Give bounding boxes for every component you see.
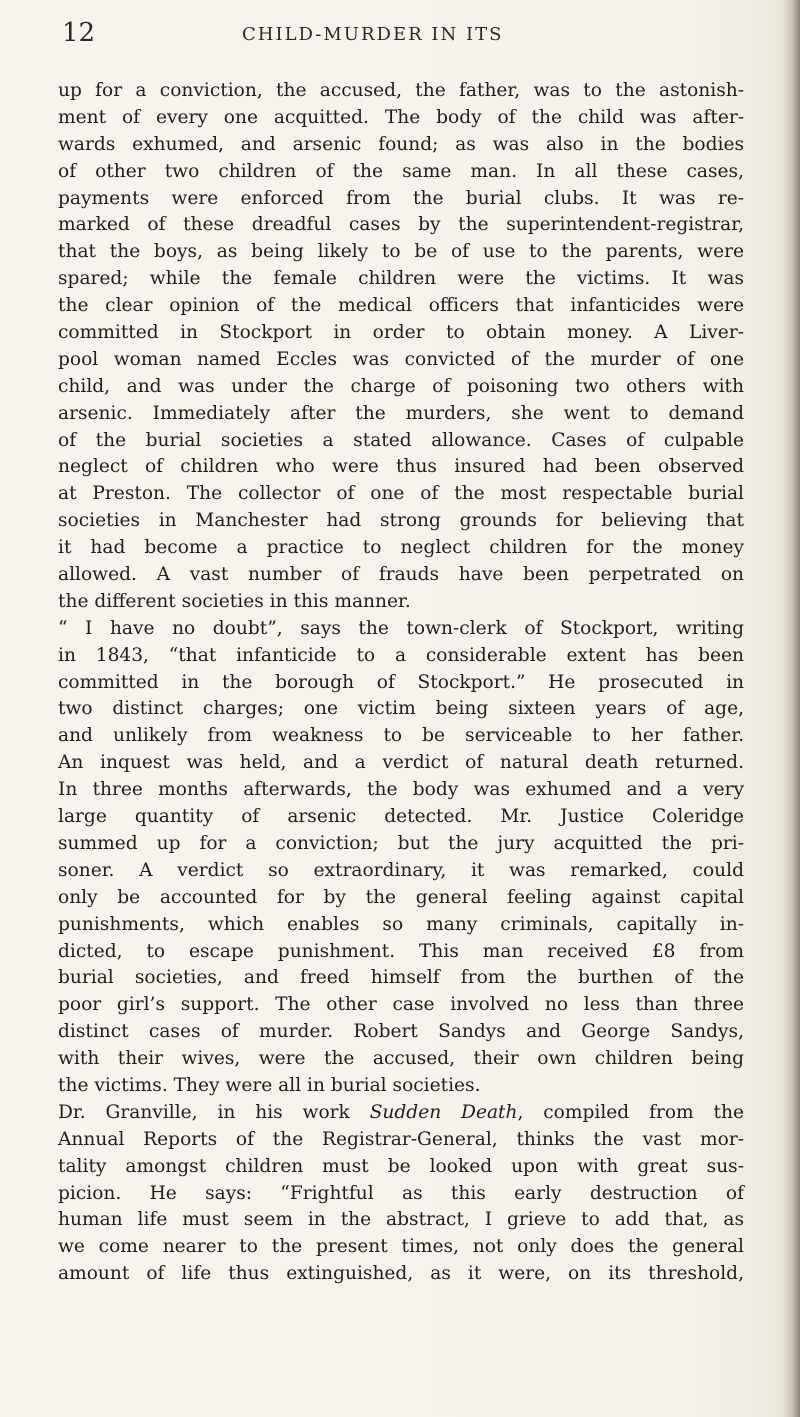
page-edge-shadow <box>782 0 800 1417</box>
text-line: marked of these dreadful cases by the superintendent-registrar, <box>58 214 744 236</box>
text-line: allowed. A vast number of frauds have been perpetrated on <box>58 564 744 586</box>
text-line: in 1843, “that infanticide to a considerable extent has been <box>58 644 744 666</box>
text-line: punishments, which enables so many criminals, capitally in- <box>58 913 744 935</box>
text-line: of other two children of the same man. In all these cases, <box>58 160 744 182</box>
text-line: ment of every one acquitted. The body of the child was after- <box>58 106 744 128</box>
text-line: summed up for a conviction; but the jury acquitted the pri- <box>58 832 744 854</box>
text-line: arsenic. Immediately after the murders, she went to demand <box>58 402 744 424</box>
text-line: amount of life thus extinguished, as it were, on its threshold, <box>58 1263 744 1285</box>
text-line: of the burial societies a stated allowance. Cases of culpable <box>58 429 744 451</box>
text-line: large quantity of arsenic detected. Mr. Justice Coleridge <box>58 806 744 828</box>
text-line: it had become a practice to neglect children for the money <box>58 537 744 559</box>
text-line: In three months afterwards, the body was exhumed and a very <box>58 779 744 801</box>
text-line: societies in Manchester had strong grounds for believing that <box>58 510 744 532</box>
text-line: committed in Stockport in order to obtain money. A Liver- <box>58 322 744 344</box>
text-line: “ I have no doubt”, says the town-clerk of Stockport, writing <box>58 617 744 639</box>
text-line: picion. He says: “Frightful as this early destruction of <box>58 1182 744 1204</box>
text-line: we come nearer to the present times, not only does the general <box>58 1236 744 1258</box>
page-header <box>62 18 742 58</box>
text-line: two distinct charges; one victim being sixteen years of age, <box>58 698 744 720</box>
text-line: pool woman named Eccles was convicted of the murder of one <box>58 348 744 370</box>
text-line: spared; while the female children were the victims. It was <box>58 268 744 290</box>
text-line: An inquest was held, and a verdict of natural death returned. <box>58 752 744 774</box>
text-line: Annual Reports of the Registrar-General, thinks the vast mor- <box>58 1128 744 1150</box>
text-line: committed in the borough of Stockport.” He prosecuted in <box>58 671 744 693</box>
text-line: human life must seem in the abstract, I grieve to add that, as <box>58 1209 744 1231</box>
text-line: at Preston. The collector of one of the most respectable burial <box>58 483 744 505</box>
text-line: with their wives, were the accused, their own children being <box>58 1048 744 1070</box>
text-line: soner. A verdict so extraordinary, it was remarked, could <box>58 859 744 881</box>
text-line: burial societies, and freed himself from the burthen of the <box>58 967 744 989</box>
text-line: up for a conviction, the accused, the father, was to the astonish- <box>58 80 744 101</box>
text-line: payments were enforced from the burial clubs. It was re- <box>58 187 744 209</box>
text-line: child, and was under the charge of poisoning two others with <box>58 375 744 397</box>
book-title: Sudden Death <box>369 1101 518 1123</box>
text-line: the victims. They were all in burial societies. <box>58 1074 481 1096</box>
running-head: CHILD-MURDER IN ITS <box>242 24 504 45</box>
text-line: tality amongst children must be looked upon with great sus- <box>58 1155 744 1177</box>
text-line: and unlikely from weakness to be serviceable to her father. <box>58 725 744 747</box>
text-line: poor girl’s support. The other case involved no less than three <box>58 994 744 1016</box>
text-line: only be accounted for by the general feeling against capital <box>58 886 744 908</box>
text-line: the different societies in this manner. <box>58 590 411 612</box>
text-line: distinct cases of murder. Robert Sandys and George Sandys, <box>58 1021 744 1043</box>
text-line: dicted, to escape punishment. This man received £8 from <box>58 940 744 962</box>
text-line: the clear opinion of the medical officers that infanticides were <box>58 295 744 317</box>
page-number: 12 <box>62 18 96 48</box>
text-line: neglect of children who were thus insured had been observed <box>58 456 744 478</box>
text-line: Dr. Granville, in his work Sudden Death, compiled from the <box>58 1101 744 1123</box>
body-text <box>58 78 744 1288</box>
text-line: that the boys, as being likely to be of use to the parents, were <box>58 241 744 263</box>
text-line: wards exhumed, and arsenic found; as was also in the bodies <box>58 133 744 155</box>
